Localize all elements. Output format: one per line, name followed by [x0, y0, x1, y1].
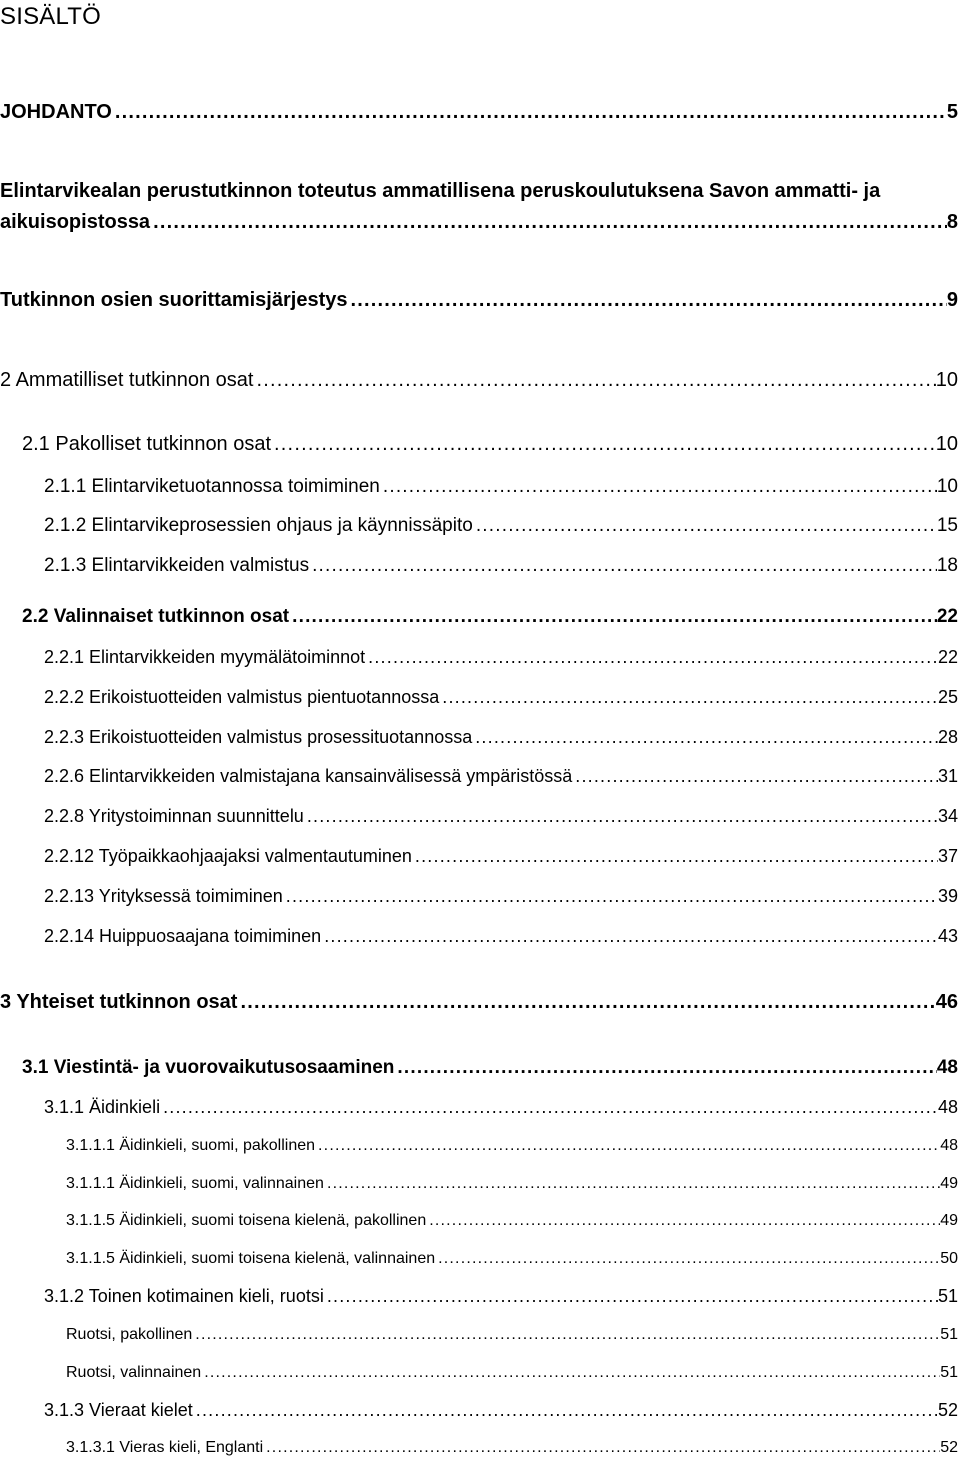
toc-entry-label: 2.2.2 Erikoistuotteiden valmistus pientuotannossa: [44, 687, 440, 707]
toc-entry-label: 3.1.1.1 Äidinkieli, suomi, valinnainen: [66, 1175, 324, 1192]
toc-entry-page: 10: [935, 433, 958, 455]
toc-entry[interactable]: [66, 1362, 958, 1384]
toc-entry-page: 8: [946, 211, 958, 233]
toc-entry[interactable]: [0, 286, 958, 314]
toc-entry-label: 2.2.8 Yritystoiminnan suunnittelu: [44, 806, 304, 826]
toc-entry-page: 51: [940, 1364, 958, 1381]
toc-entry-label: 3.1 Viestintä- ja vuorovaikutusosaaminen: [22, 1057, 395, 1078]
toc-entry-page: 51: [940, 1326, 958, 1343]
toc-entry-label: 2.2.3 Erikoistuotteiden valmistus prosessituotannossa: [44, 727, 473, 747]
toc-entry[interactable]: [44, 1095, 958, 1120]
dot-leader: [192, 1324, 940, 1346]
toc-entry-label: 2.1.2 Elintarvikeprosessien ohjaus ja käynnissäpito: [44, 515, 473, 536]
dot-leader: [380, 473, 937, 500]
toc-entry-label: 2.2.14 Huippuosaajana toimiminen: [44, 926, 322, 946]
dot-leader: [473, 512, 937, 539]
toc-entry[interactable]: [44, 844, 958, 869]
toc-entry[interactable]: [44, 645, 958, 670]
toc-entry-page: 22: [936, 606, 958, 627]
toc-entry-page: 52: [940, 1439, 958, 1456]
toc-entry[interactable]: [22, 430, 958, 458]
toc-entry-page: 48: [936, 1057, 958, 1078]
dot-leader: [160, 1095, 938, 1120]
toc-entry-label: 2 Ammatilliset tutkinnon osat: [0, 369, 254, 391]
toc-entry[interactable]: [44, 725, 958, 750]
toc-entry-label: 3.1.1.5 Äidinkieli, suomi toisena kielenä, pakollinen: [66, 1212, 427, 1229]
toc-entry-label: Tutkinnon osien suorittamisjärjestys: [0, 289, 348, 311]
toc-entry-page: 28: [937, 727, 958, 747]
toc-entry-label: 2.2.12 Työpaikkaohjaajaksi valmentautuminen: [44, 846, 412, 866]
toc-entry-label: 2.1.1 Elintarviketuotannossa toimiminen: [44, 476, 380, 497]
dot-leader: [201, 1362, 940, 1384]
dot-leader: [283, 884, 938, 909]
toc-entry-page: 22: [937, 647, 958, 667]
toc-entry[interactable]: [44, 1398, 958, 1423]
toc-entry-label: JOHDANTO: [0, 101, 112, 123]
dot-leader: [309, 552, 937, 579]
dot-leader: [426, 1210, 940, 1232]
dot-leader: [193, 1398, 938, 1423]
dot-leader: [150, 208, 947, 236]
toc-entry[interactable]: [66, 1437, 958, 1459]
page-title: SISÄLTÖ: [0, 3, 101, 30]
toc-entry[interactable]: [0, 988, 958, 1016]
dot-leader: [365, 645, 938, 670]
toc-entry-page: 15: [936, 515, 958, 536]
toc-entry-page: 49: [940, 1175, 958, 1192]
dot-leader: [324, 1284, 938, 1309]
toc-entry[interactable]: [66, 1248, 958, 1270]
dot-leader: [435, 1248, 940, 1270]
toc-entry-label: 2.2.6 Elintarvikkeiden valmistajana kansainvälisessä ympäristössä: [44, 766, 573, 786]
toc-entry[interactable]: [22, 603, 958, 630]
dot-leader: [324, 1173, 940, 1195]
toc-entry[interactable]: [66, 1324, 958, 1346]
dot-leader: [271, 430, 936, 458]
dot-leader: [347, 286, 946, 314]
toc-entry-label: 3.1.1 Äidinkieli: [44, 1097, 161, 1117]
toc-entry-page: 37: [937, 846, 958, 866]
toc-entry-label: 3.1.1.1 Äidinkieli, suomi, pakollinen: [66, 1137, 316, 1154]
toc-entry[interactable]: [66, 1173, 958, 1195]
toc-entry[interactable]: [22, 1054, 958, 1081]
toc-entry[interactable]: [44, 685, 958, 710]
toc-entry[interactable]: [44, 804, 958, 829]
toc-entry-label: 3.1.3.1 Vieras kieli, Englanti: [66, 1439, 264, 1456]
toc-entry[interactable]: [0, 208, 958, 236]
toc-entry[interactable]: [0, 366, 958, 394]
toc-entry-page: 9: [946, 289, 958, 311]
toc-entry[interactable]: [0, 177, 958, 205]
dot-leader: [472, 725, 938, 750]
dot-leader: [315, 1135, 940, 1157]
toc-entry[interactable]: [44, 473, 958, 500]
toc-entry-label: 3 Yhteiset tutkinnon osat: [0, 991, 238, 1013]
toc-entry-label: aikuisopistossa: [0, 211, 151, 233]
toc-entry-page: 48: [937, 1097, 958, 1117]
toc-entry-label: 2.1.3 Elintarvikkeiden valmistus: [44, 555, 310, 576]
dot-leader: [237, 988, 935, 1016]
toc-entry-label: 3.1.1.5 Äidinkieli, suomi toisena kielenä, valinnainen: [66, 1250, 436, 1267]
toc-entry-label: 2.2.13 Yrityksessä toimiminen: [44, 886, 283, 906]
dot-leader: [253, 366, 935, 394]
dot-leader: [572, 764, 938, 789]
toc-entry-page: 10: [936, 476, 958, 497]
toc-entry-page: 18: [936, 555, 958, 576]
toc-entry[interactable]: [44, 924, 958, 949]
toc-entry-label: Ruotsi, valinnainen: [66, 1364, 202, 1381]
toc-entry-page: 48: [940, 1137, 958, 1154]
dot-leader: [394, 1054, 936, 1081]
toc-entry-label: 2.1 Pakolliset tutkinnon osat: [22, 433, 272, 455]
toc-entry[interactable]: [44, 764, 958, 789]
toc-entry-page: 10: [935, 369, 958, 391]
toc-entry-label: 2.2.1 Elintarvikkeiden myymälätoiminnot: [44, 647, 366, 667]
toc-entry-label: 3.1.3 Vieraat kielet: [44, 1400, 193, 1420]
dot-leader: [304, 804, 938, 829]
toc-entry-page: 49: [940, 1212, 958, 1229]
toc-entry-page: 5: [946, 101, 958, 123]
toc-entry-label: 3.1.2 Toinen kotimainen kieli, ruotsi: [44, 1286, 324, 1306]
toc-entry[interactable]: [44, 1284, 958, 1309]
toc-entry-page: 39: [937, 886, 958, 906]
toc-entry-label: 2.2 Valinnaiset tutkinnon osat: [22, 606, 290, 627]
dot-leader: [321, 924, 938, 949]
toc-entry[interactable]: [66, 1135, 958, 1157]
toc-entry-label: Elintarvikealan perustutkinnon toteutus ammatillisena peruskoulutuksena Savon ammatti- ja: [0, 180, 881, 202]
toc-entry-page: 25: [937, 687, 958, 707]
toc-entry-page: 51: [937, 1286, 958, 1306]
toc-entry[interactable]: [44, 884, 958, 909]
dot-leader: [412, 844, 938, 869]
toc-entry-page: 31: [937, 766, 958, 786]
toc-entry[interactable]: [66, 1210, 958, 1232]
toc-entry-page: 50: [940, 1250, 958, 1267]
dot-leader: [439, 685, 938, 710]
toc-entry-page: 46: [935, 991, 958, 1013]
toc-entry[interactable]: [0, 98, 958, 126]
dot-leader: [289, 603, 937, 630]
toc-entry-page: 43: [937, 926, 958, 946]
dot-leader: [263, 1437, 940, 1459]
toc-entry-page: 34: [937, 806, 958, 826]
toc-entry[interactable]: [44, 552, 958, 579]
toc-entry[interactable]: [44, 512, 958, 539]
dot-leader: [112, 98, 947, 126]
toc-entry-label: Ruotsi, pakollinen: [66, 1326, 193, 1343]
toc-entry-page: 52: [937, 1400, 958, 1420]
